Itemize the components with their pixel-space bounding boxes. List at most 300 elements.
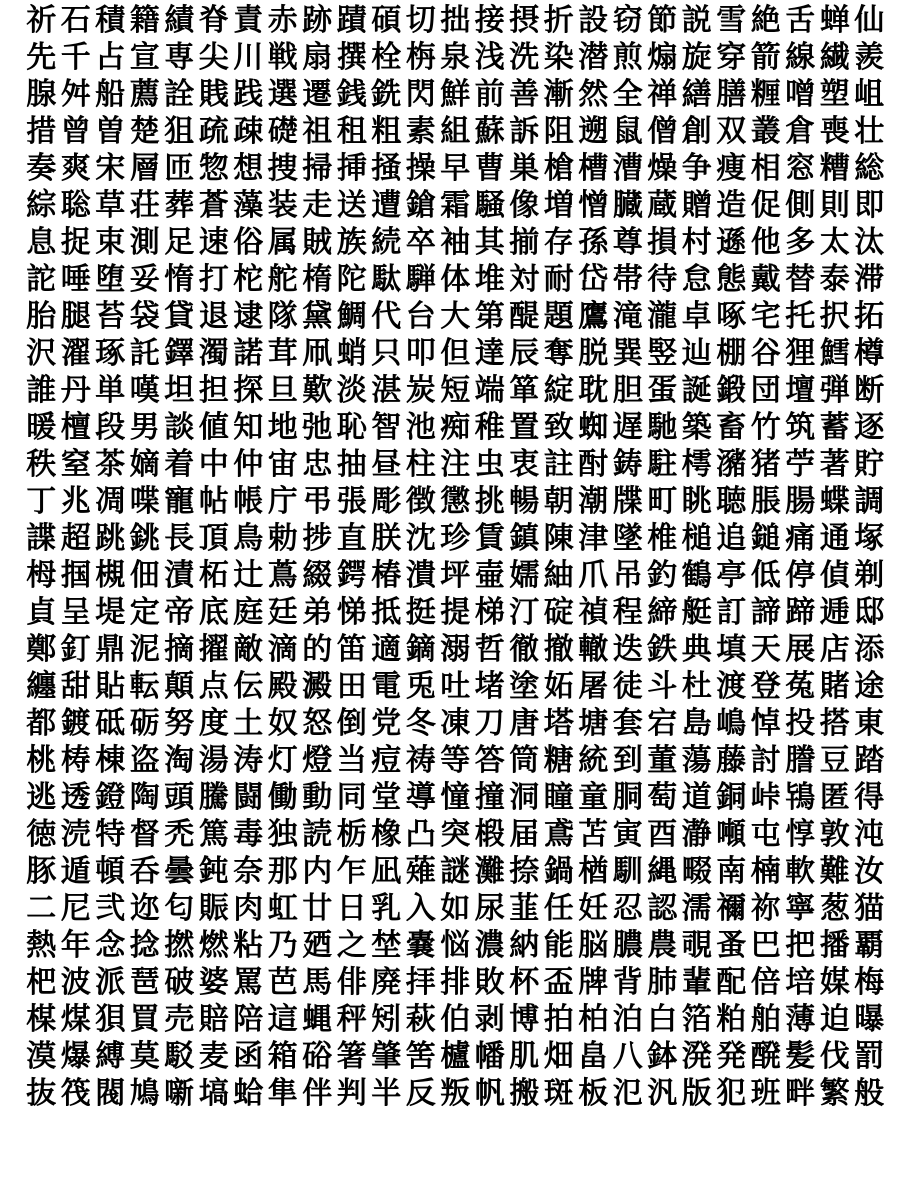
kanji-glyph: 当 xyxy=(336,743,367,778)
kanji-glyph: 代 xyxy=(371,299,402,334)
kanji-glyph: 坦 xyxy=(164,373,195,408)
kanji-glyph: 乍 xyxy=(336,854,367,889)
kanji-glyph: 徳 xyxy=(26,817,57,852)
kanji-glyph: 嘆 xyxy=(129,373,160,408)
kanji-glyph: 度 xyxy=(198,706,229,741)
kanji-glyph: 長 xyxy=(164,521,195,556)
kanji-glyph: 剥 xyxy=(474,1002,505,1037)
kanji-glyph: 畔 xyxy=(785,1076,816,1111)
kanji-glyph: 損 xyxy=(647,225,678,260)
kanji-glyph: 漸 xyxy=(543,77,574,112)
kanji-glyph: 鐸 xyxy=(164,336,195,371)
kanji-glyph: 村 xyxy=(681,225,712,260)
kanji-glyph: 寧 xyxy=(785,891,816,926)
kanji-glyph: 第 xyxy=(474,299,505,334)
kanji-glyph: 途 xyxy=(854,669,885,704)
kanji-glyph: 呈 xyxy=(60,595,91,630)
kanji-glyph: 茶 xyxy=(95,447,126,482)
kanji-glyph: 橡 xyxy=(371,817,402,852)
kanji-glyph: 践 xyxy=(233,77,264,112)
kanji-glyph: 培 xyxy=(785,965,816,1000)
kanji-glyph: 鎗 xyxy=(405,188,436,223)
kanji-glyph: 折 xyxy=(543,3,574,38)
kanji-glyph: 筏 xyxy=(60,1076,91,1111)
kanji-glyph: 頭 xyxy=(164,780,195,815)
kanji-glyph: 悌 xyxy=(336,595,367,630)
kanji-glyph: 祖 xyxy=(302,114,333,149)
kanji-glyph: 箸 xyxy=(336,1039,367,1074)
kanji-glyph: 豆 xyxy=(819,743,850,778)
kanji-glyph: 銭 xyxy=(336,77,367,112)
kanji-glyph: 鎮 xyxy=(509,521,540,556)
kanji-glyph: 帝 xyxy=(164,595,195,630)
kanji-glyph: 属 xyxy=(267,225,298,260)
kanji-glyph: 禎 xyxy=(578,595,609,630)
kanji-glyph: 逮 xyxy=(233,299,264,334)
kanji-glyph: 段 xyxy=(95,410,126,445)
kanji-glyph: 箱 xyxy=(267,1039,298,1074)
kanji-glyph: 脳 xyxy=(578,928,609,963)
kanji-glyph: 杷 xyxy=(26,965,57,1000)
kanji-glyph: 窒 xyxy=(60,447,91,482)
glyph-row xyxy=(24,409,885,446)
glyph-row xyxy=(24,853,885,890)
kanji-glyph: 走 xyxy=(302,188,333,223)
kanji-glyph: 墜 xyxy=(612,521,643,556)
kanji-glyph: 勅 xyxy=(267,521,298,556)
kanji-glyph: 特 xyxy=(95,817,126,852)
kanji-glyph: 班 xyxy=(750,1076,781,1111)
kanji-glyph: 這 xyxy=(267,1002,298,1037)
kanji-glyph: 蛸 xyxy=(336,336,367,371)
kanji-glyph: 叩 xyxy=(405,336,436,371)
kanji-glyph: 捺 xyxy=(509,854,540,889)
kanji-glyph: 帳 xyxy=(233,484,264,519)
kanji-glyph: 闘 xyxy=(233,780,264,815)
kanji-glyph: 沈 xyxy=(405,521,436,556)
kanji-glyph: 貼 xyxy=(95,669,126,704)
kanji-glyph: 濯 xyxy=(60,336,91,371)
glyph-row xyxy=(24,594,885,631)
kanji-glyph: 創 xyxy=(681,114,712,149)
kanji-glyph: 棟 xyxy=(95,743,126,778)
kanji-glyph: 繕 xyxy=(681,77,712,112)
kanji-glyph: 板 xyxy=(578,1076,609,1111)
glyph-row xyxy=(24,520,885,557)
kanji-glyph: 濁 xyxy=(198,336,229,371)
kanji-glyph: 節 xyxy=(647,3,678,38)
kanji-glyph: 昼 xyxy=(371,447,402,482)
kanji-glyph: 楚 xyxy=(129,114,160,149)
kanji-glyph: 壇 xyxy=(785,373,816,408)
kanji-glyph: 蹄 xyxy=(785,595,816,630)
kanji-glyph: 粗 xyxy=(371,114,402,149)
kanji-glyph: 屠 xyxy=(578,669,609,704)
kanji-glyph: 牒 xyxy=(612,484,643,519)
glyph-row xyxy=(24,779,885,816)
kanji-glyph: 染 xyxy=(543,40,574,75)
kanji-glyph: 肌 xyxy=(509,1039,540,1074)
kanji-glyph: 鄭 xyxy=(26,632,57,667)
kanji-glyph: 妬 xyxy=(543,669,574,704)
kanji-glyph: 導 xyxy=(405,780,436,815)
glyph-row xyxy=(24,39,885,76)
kanji-glyph: 蔦 xyxy=(267,558,298,593)
kanji-glyph: 舵 xyxy=(267,262,298,297)
glyph-row xyxy=(24,816,885,853)
kanji-glyph: 痴 xyxy=(440,410,471,445)
kanji-glyph: 嬬 xyxy=(509,558,540,593)
kanji-glyph: 像 xyxy=(509,188,540,223)
kanji-glyph: 贈 xyxy=(681,188,712,223)
kanji-glyph: 楢 xyxy=(578,854,609,889)
kanji-glyph: 箭 xyxy=(750,40,781,75)
kanji-glyph: 石 xyxy=(60,3,91,38)
kanji-glyph: 巣 xyxy=(509,151,540,186)
kanji-glyph: 綴 xyxy=(302,558,333,593)
kanji-glyph: 楳 xyxy=(26,1002,57,1037)
kanji-glyph: 犯 xyxy=(716,1076,747,1111)
kanji-glyph: 甜 xyxy=(60,669,91,704)
kanji-glyph: 栴 xyxy=(405,40,436,75)
kanji-glyph: 転 xyxy=(129,669,160,704)
kanji-glyph: 薦 xyxy=(129,77,160,112)
kanji-glyph: 達 xyxy=(474,336,505,371)
kanji-glyph: 籍 xyxy=(129,3,160,38)
kanji-glyph: 帖 xyxy=(198,484,229,519)
kanji-glyph: 徴 xyxy=(405,484,436,519)
kanji-glyph: 捜 xyxy=(267,151,298,186)
kanji-glyph: 珍 xyxy=(440,521,471,556)
kanji-glyph: 盃 xyxy=(543,965,574,1000)
kanji-glyph: 摘 xyxy=(164,632,195,667)
kanji-glyph: 吐 xyxy=(440,669,471,704)
glyph-row xyxy=(24,150,885,187)
glyph-row xyxy=(24,446,885,483)
kanji-glyph: 吊 xyxy=(612,558,643,593)
kanji-glyph: 如 xyxy=(440,891,471,926)
kanji-glyph: 定 xyxy=(129,595,160,630)
kanji-glyph: 波 xyxy=(60,965,91,1000)
kanji-glyph: 洞 xyxy=(509,780,540,815)
kanji-glyph: 悼 xyxy=(750,706,781,741)
kanji-glyph: 撤 xyxy=(543,632,574,667)
kanji-glyph: 嚢 xyxy=(405,928,436,963)
kanji-glyph: 談 xyxy=(164,410,195,445)
kanji-glyph: 禰 xyxy=(716,891,747,926)
kanji-glyph: 俳 xyxy=(336,965,367,1000)
kanji-glyph: 低 xyxy=(750,558,781,593)
kanji-glyph: 筈 xyxy=(405,1039,436,1074)
kanji-glyph: 粕 xyxy=(716,1002,747,1037)
kanji-glyph: 轍 xyxy=(578,632,609,667)
kanji-glyph: 直 xyxy=(336,521,367,556)
kanji-glyph: 糟 xyxy=(819,151,850,186)
kanji-glyph: 鍛 xyxy=(716,373,747,408)
kanji-glyph: 阻 xyxy=(543,114,574,149)
kanji-glyph: 溌 xyxy=(681,1039,712,1074)
kanji-glyph: 萩 xyxy=(405,1002,436,1037)
kanji-glyph: 茸 xyxy=(267,336,298,371)
kanji-glyph: 苧 xyxy=(785,447,816,482)
kanji-glyph: 相 xyxy=(750,151,781,186)
kanji-glyph: 薙 xyxy=(405,854,436,889)
kanji-glyph: 全 xyxy=(612,77,643,112)
kanji-glyph: 拙 xyxy=(440,3,471,38)
kanji-glyph: 脹 xyxy=(750,484,781,519)
kanji-glyph: 臓 xyxy=(612,188,643,223)
kanji-glyph: 鉢 xyxy=(647,1039,678,1074)
kanji-glyph: 湯 xyxy=(198,743,229,778)
kanji-glyph: 袖 xyxy=(440,225,471,260)
kanji-glyph: 漬 xyxy=(164,558,195,593)
kanji-glyph: 柱 xyxy=(405,447,436,482)
kanji-glyph: 千 xyxy=(60,40,91,75)
kanji-glyph: 仲 xyxy=(233,447,264,482)
kanji-glyph: 致 xyxy=(543,410,574,445)
kanji-glyph: 添 xyxy=(854,632,885,667)
kanji-glyph: 檀 xyxy=(60,410,91,445)
kanji-glyph: 苫 xyxy=(578,817,609,852)
kanji-glyph: 壷 xyxy=(474,558,505,593)
kanji-glyph: 答 xyxy=(474,743,505,778)
kanji-glyph: 腸 xyxy=(785,484,816,519)
kanji-glyph: 狽 xyxy=(95,1002,126,1037)
kanji-glyph: 凪 xyxy=(371,854,402,889)
kanji-glyph: 怒 xyxy=(302,706,333,741)
kanji-glyph: 篤 xyxy=(198,817,229,852)
glyph-row xyxy=(24,1001,885,1038)
kanji-glyph: 猫 xyxy=(854,891,885,926)
kanji-glyph: 濃 xyxy=(474,928,505,963)
kanji-glyph: 町 xyxy=(647,484,678,519)
kanji-glyph: 騨 xyxy=(405,262,436,297)
kanji-glyph: 婆 xyxy=(198,965,229,1000)
kanji-glyph: 謄 xyxy=(785,743,816,778)
kanji-glyph: 発 xyxy=(716,1039,747,1074)
kanji-glyph: 紬 xyxy=(543,558,574,593)
kanji-glyph: 竹 xyxy=(750,410,781,445)
kanji-glyph: 仙 xyxy=(854,3,885,38)
kanji-glyph: 逐 xyxy=(854,410,885,445)
kanji-glyph: 呑 xyxy=(129,854,160,889)
kanji-glyph: 屯 xyxy=(750,817,781,852)
glyph-row xyxy=(24,76,885,113)
kanji-glyph: 坪 xyxy=(440,558,471,593)
kanji-glyph: 奈 xyxy=(233,854,264,889)
kanji-glyph: 赤 xyxy=(267,3,298,38)
kanji-glyph: 層 xyxy=(129,151,160,186)
kanji-glyph: 退 xyxy=(198,299,229,334)
kanji-glyph: 葱 xyxy=(819,891,850,926)
glyph-row xyxy=(24,113,885,150)
kanji-glyph: 得 xyxy=(854,780,885,815)
kanji-glyph: 鈍 xyxy=(198,854,229,889)
kanji-glyph: 鐙 xyxy=(95,780,126,815)
kanji-glyph: 寵 xyxy=(164,484,195,519)
kanji-glyph: 銚 xyxy=(129,521,160,556)
kanji-glyph: 接 xyxy=(474,3,505,38)
kanji-glyph: 罰 xyxy=(854,1039,885,1074)
kanji-glyph: 耐 xyxy=(543,262,574,297)
kanji-glyph: 鏑 xyxy=(405,632,436,667)
kanji-glyph: 遭 xyxy=(371,188,402,223)
kanji-glyph: 銅 xyxy=(716,780,747,815)
kanji-glyph: 賃 xyxy=(474,521,505,556)
kanji-glyph: 脊 xyxy=(198,3,229,38)
kanji-glyph: 諜 xyxy=(26,521,57,556)
kanji-glyph: 樗 xyxy=(681,447,712,482)
glyph-row xyxy=(24,335,885,372)
kanji-glyph: 撚 xyxy=(164,928,195,963)
kanji-glyph: 尿 xyxy=(474,891,505,926)
kanji-glyph: 惰 xyxy=(164,262,195,297)
kanji-glyph: 挿 xyxy=(336,151,367,186)
kanji-glyph: 潜 xyxy=(578,40,609,75)
kanji-glyph: 廿 xyxy=(302,891,333,926)
kanji-glyph: 濡 xyxy=(681,891,712,926)
kanji-glyph: 丁 xyxy=(26,484,57,519)
kanji-glyph: 煎 xyxy=(612,40,643,75)
kanji-glyph: 八 xyxy=(612,1039,643,1074)
kanji-glyph: 酎 xyxy=(578,447,609,482)
kanji-glyph: 総 xyxy=(854,151,885,186)
kanji-glyph: 狙 xyxy=(164,114,195,149)
kanji-glyph: 淘 xyxy=(164,743,195,778)
kanji-glyph: 沌 xyxy=(854,817,885,852)
kanji-glyph: 弛 xyxy=(302,410,333,445)
kanji-glyph: 邸 xyxy=(854,595,885,630)
kanji-glyph: 徹 xyxy=(509,632,540,667)
glyph-row xyxy=(24,1075,885,1112)
kanji-glyph: 播 xyxy=(819,928,850,963)
kanji-glyph: 泊 xyxy=(612,1002,643,1037)
kanji-glyph: 喪 xyxy=(819,114,850,149)
kanji-glyph: 噺 xyxy=(164,1076,195,1111)
kanji-glyph: 弔 xyxy=(302,484,333,519)
kanji-glyph: 単 xyxy=(95,373,126,408)
kanji-glyph: 碇 xyxy=(543,595,574,630)
kanji-glyph: 註 xyxy=(543,447,574,482)
kanji-glyph: 造 xyxy=(716,188,747,223)
kanji-glyph: 張 xyxy=(336,484,367,519)
kanji-glyph: 題 xyxy=(543,299,574,334)
kanji-glyph: 峠 xyxy=(750,780,781,815)
kanji-glyph: 蓄 xyxy=(819,410,850,445)
kanji-glyph: 栂 xyxy=(26,558,57,593)
kanji-glyph: 梯 xyxy=(474,595,505,630)
kanji-glyph: 絶 xyxy=(750,3,781,38)
kanji-glyph: 内 xyxy=(302,854,333,889)
kanji-glyph: 草 xyxy=(95,188,126,223)
kanji-glyph: 熱 xyxy=(26,928,57,963)
kanji-glyph: 妥 xyxy=(129,262,160,297)
kanji-glyph: 隊 xyxy=(267,299,298,334)
kanji-glyph: 寅 xyxy=(612,817,643,852)
kanji-glyph: 砥 xyxy=(95,706,126,741)
kanji-glyph: 悩 xyxy=(440,928,471,963)
kanji-glyph: 蹟 xyxy=(336,3,367,38)
glyph-row xyxy=(24,557,885,594)
kanji-glyph: 藤 xyxy=(716,743,747,778)
kanji-glyph: 占 xyxy=(95,40,126,75)
kanji-glyph: 亭 xyxy=(716,558,747,593)
kanji-glyph: 地 xyxy=(267,410,298,445)
kanji-glyph: 汝 xyxy=(854,854,885,889)
kanji-glyph: 徒 xyxy=(612,669,643,704)
kanji-glyph: 電 xyxy=(371,669,402,704)
kanji-glyph: 鋳 xyxy=(612,447,643,482)
kanji-glyph: 纏 xyxy=(26,669,57,704)
kanji-glyph: 燃 xyxy=(198,928,229,963)
kanji-glyph: 廷 xyxy=(267,595,298,630)
kanji-glyph: 剃 xyxy=(854,558,885,593)
kanji-glyph: 柘 xyxy=(198,558,229,593)
kanji-glyph: 挑 xyxy=(474,484,505,519)
kanji-glyph: 袋 xyxy=(129,299,160,334)
kanji-glyph: 琢 xyxy=(95,336,126,371)
kanji-glyph: 宅 xyxy=(750,299,781,334)
kanji-glyph: 督 xyxy=(129,817,160,852)
kanji-glyph: 則 xyxy=(819,188,850,223)
kanji-glyph: 塘 xyxy=(578,706,609,741)
kanji-glyph: 只 xyxy=(371,336,402,371)
kanji-glyph: 討 xyxy=(750,743,781,778)
kanji-glyph: 賊 xyxy=(302,225,333,260)
kanji-glyph: 憎 xyxy=(578,188,609,223)
kanji-glyph: 潮 xyxy=(578,484,609,519)
kanji-glyph: 念 xyxy=(95,928,126,963)
kanji-glyph: 貞 xyxy=(26,595,57,630)
kanji-glyph: 馬 xyxy=(302,965,333,1000)
kanji-glyph: 遅 xyxy=(612,410,643,445)
kanji-glyph: 到 xyxy=(612,743,643,778)
kanji-glyph: 嫡 xyxy=(129,447,160,482)
kanji-glyph: 澱 xyxy=(302,669,333,704)
kanji-glyph: 畷 xyxy=(681,854,712,889)
kanji-glyph: 宋 xyxy=(95,151,126,186)
kanji-glyph: 杯 xyxy=(509,965,540,1000)
kanji-glyph: 腿 xyxy=(60,299,91,334)
kanji-glyph: 眺 xyxy=(681,484,712,519)
kanji-glyph: 蒼 xyxy=(198,188,229,223)
kanji-glyph: 函 xyxy=(233,1039,264,1074)
kanji-glyph: 潰 xyxy=(405,558,436,593)
kanji-glyph: 馴 xyxy=(612,854,643,889)
kanji-glyph: 納 xyxy=(509,928,540,963)
kanji-glyph: 畑 xyxy=(543,1039,574,1074)
kanji-glyph: 聴 xyxy=(716,484,747,519)
glyph-row xyxy=(24,2,885,39)
kanji-glyph: 綻 xyxy=(543,373,574,408)
kanji-glyph: 釣 xyxy=(647,558,678,593)
kanji-glyph: 蛋 xyxy=(647,373,678,408)
kanji-glyph: 貸 xyxy=(164,299,195,334)
kanji-glyph: 他 xyxy=(750,225,781,260)
kanji-glyph: 塗 xyxy=(509,669,540,704)
kanji-glyph: 責 xyxy=(233,3,264,38)
glyph-row xyxy=(24,298,885,335)
kanji-glyph: 痛 xyxy=(785,521,816,556)
kanji-glyph: 隼 xyxy=(267,1076,298,1111)
kanji-glyph: 朝 xyxy=(543,484,574,519)
kanji-glyph: 洗 xyxy=(509,40,540,75)
kanji-glyph: 鮮 xyxy=(440,77,471,112)
kanji-glyph: 畠 xyxy=(578,1039,609,1074)
kanji-glyph: 閃 xyxy=(405,77,436,112)
kanji-glyph: 炭 xyxy=(405,373,436,408)
kanji-glyph: 替 xyxy=(785,262,816,297)
